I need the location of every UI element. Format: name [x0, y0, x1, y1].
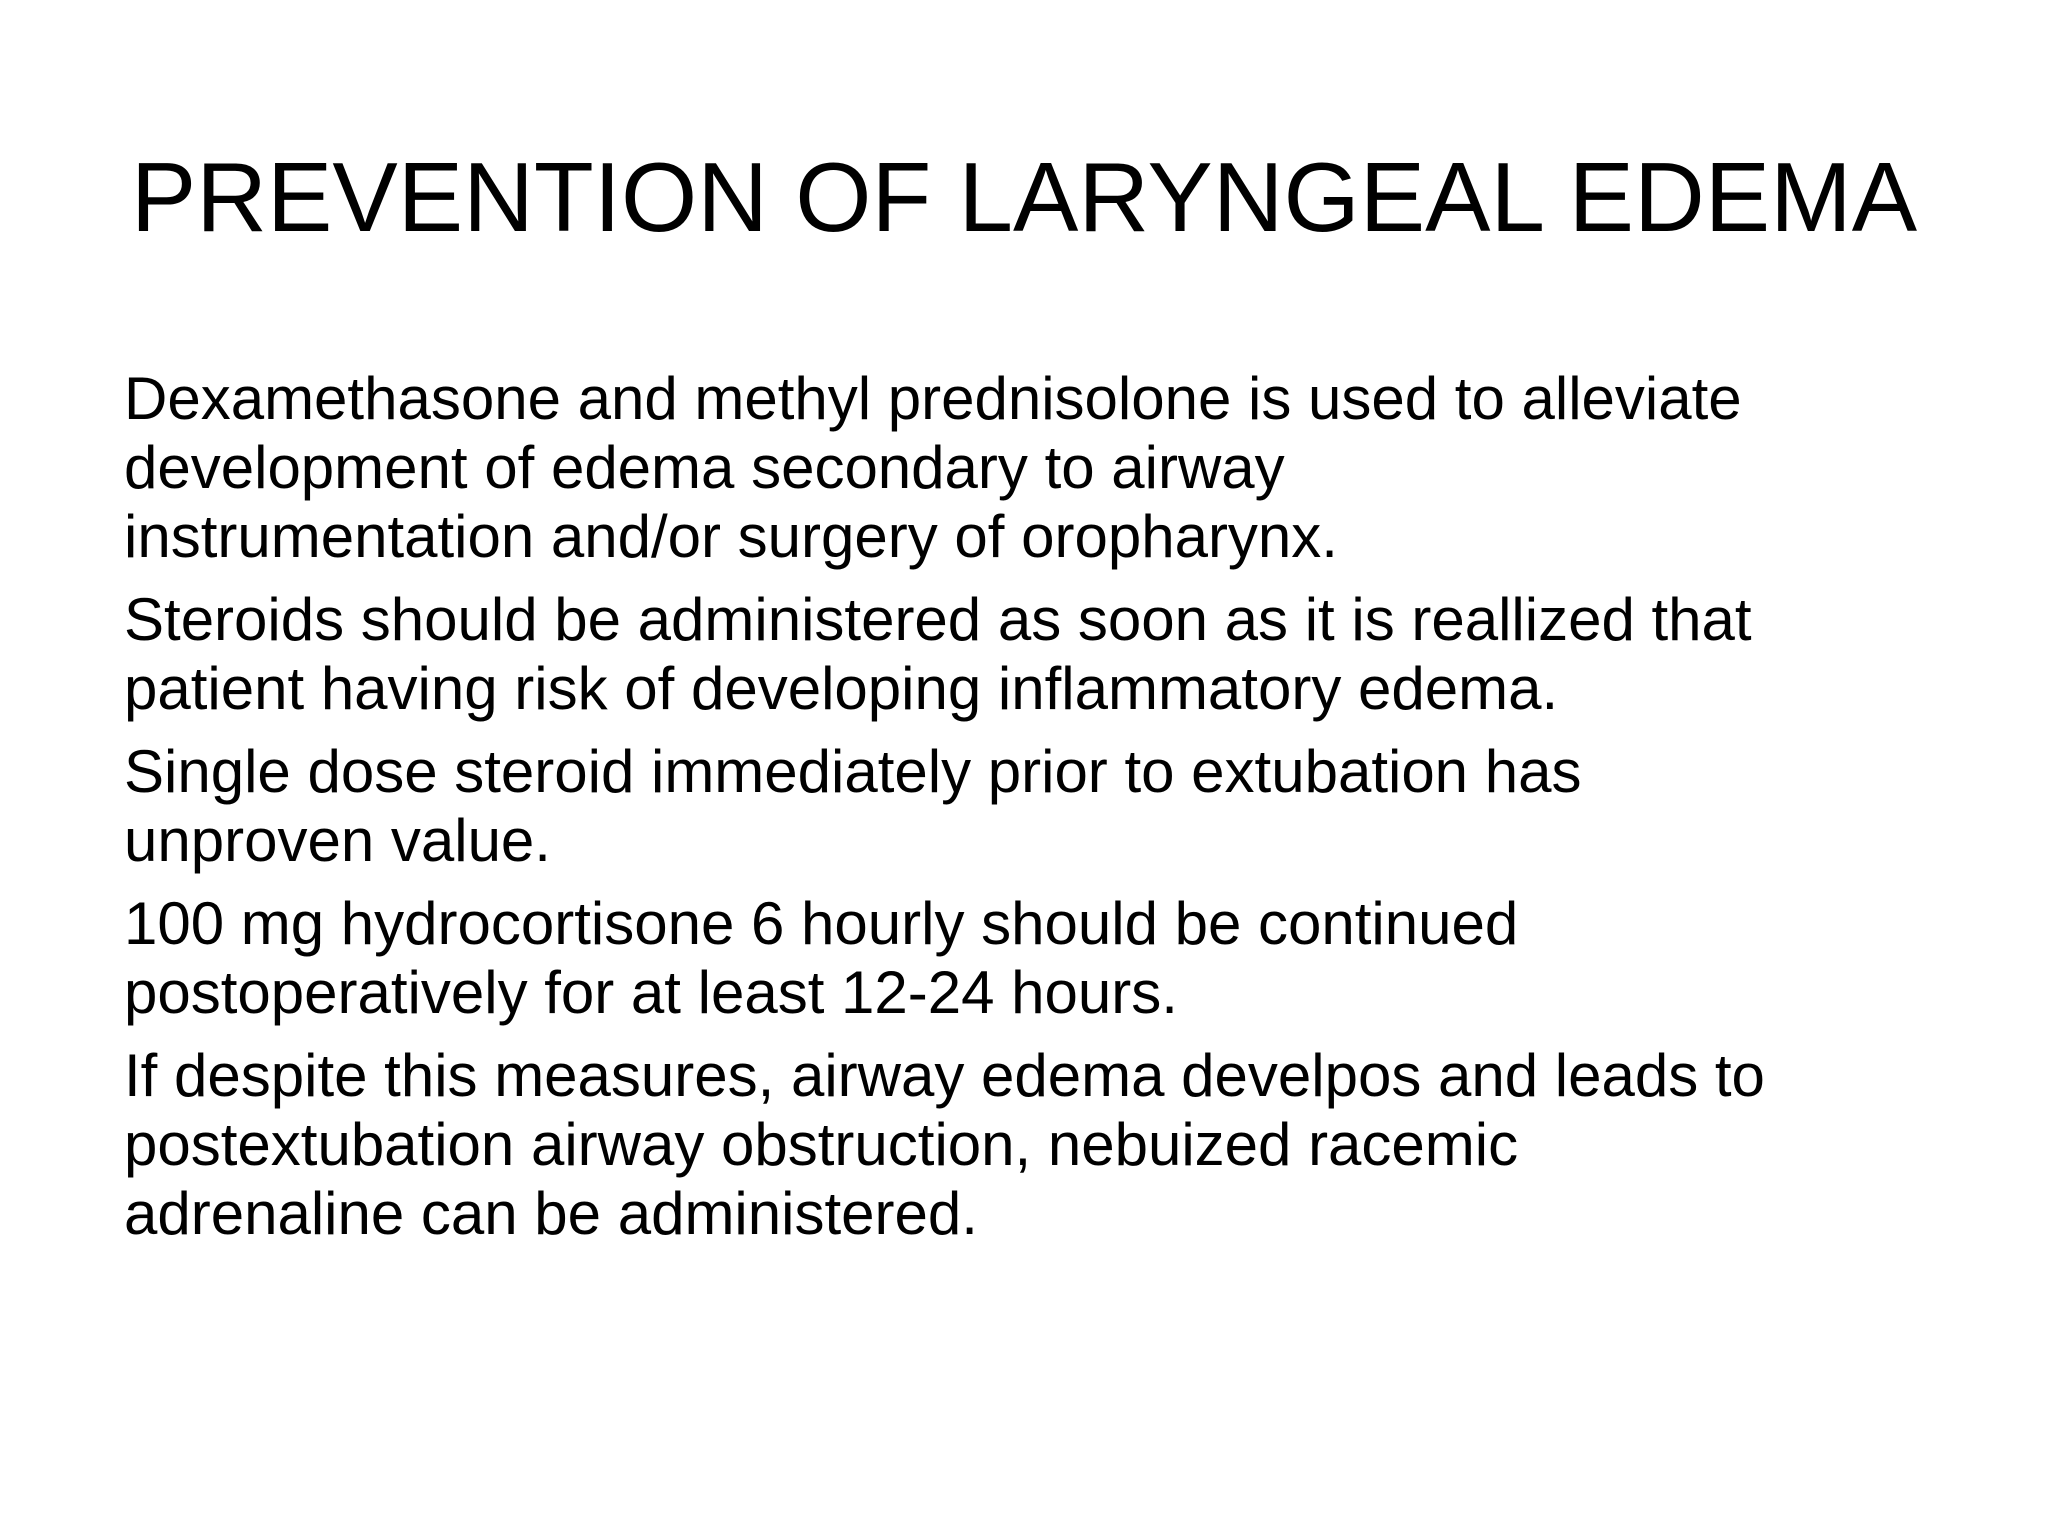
- bullet-text-line: postextubation airway obstruction, nebuized racemic: [124, 1111, 1519, 1178]
- bullet-text-line: patient having risk of developing inflammatory edema.: [124, 655, 1559, 722]
- bullet-item-2: [124, 585, 1944, 723]
- bullet-item-1: [124, 364, 1944, 571]
- bullet-text-line: Dexamethasone and methyl prednisolone is used to alleviate: [124, 365, 1742, 432]
- bullet-text-line: instrumentation and/or surgery of oropharynx.: [124, 503, 1338, 570]
- bullet-text-line: Single dose steroid immediately prior to extubation has: [124, 738, 1582, 805]
- bullet-text-line: postoperatively for at least 12-24 hours.: [124, 959, 1178, 1026]
- slide-title: PREVENTION OF LARYNGEAL EDEMA: [130, 142, 1918, 252]
- bullet-text-line: If despite this measures, airway edema develpos and leads to: [124, 1042, 1765, 1109]
- bullet-text-line: unproven value.: [124, 807, 551, 874]
- bullet-list: [124, 364, 1944, 1262]
- bullet-text-line: Steroids should be administered as soon as it is reallized that: [124, 586, 1752, 653]
- bullet-item-4: [124, 889, 1944, 1027]
- bullet-item-3: [124, 737, 1944, 875]
- bullet-text-line: 100 mg hydrocortisone 6 hourly should be continued: [124, 890, 1519, 957]
- bullet-text-line: adrenaline can be administered.: [124, 1180, 978, 1247]
- bullet-item-5: [124, 1041, 1944, 1248]
- bullet-text-line: development of edema secondary to airway: [124, 434, 1285, 501]
